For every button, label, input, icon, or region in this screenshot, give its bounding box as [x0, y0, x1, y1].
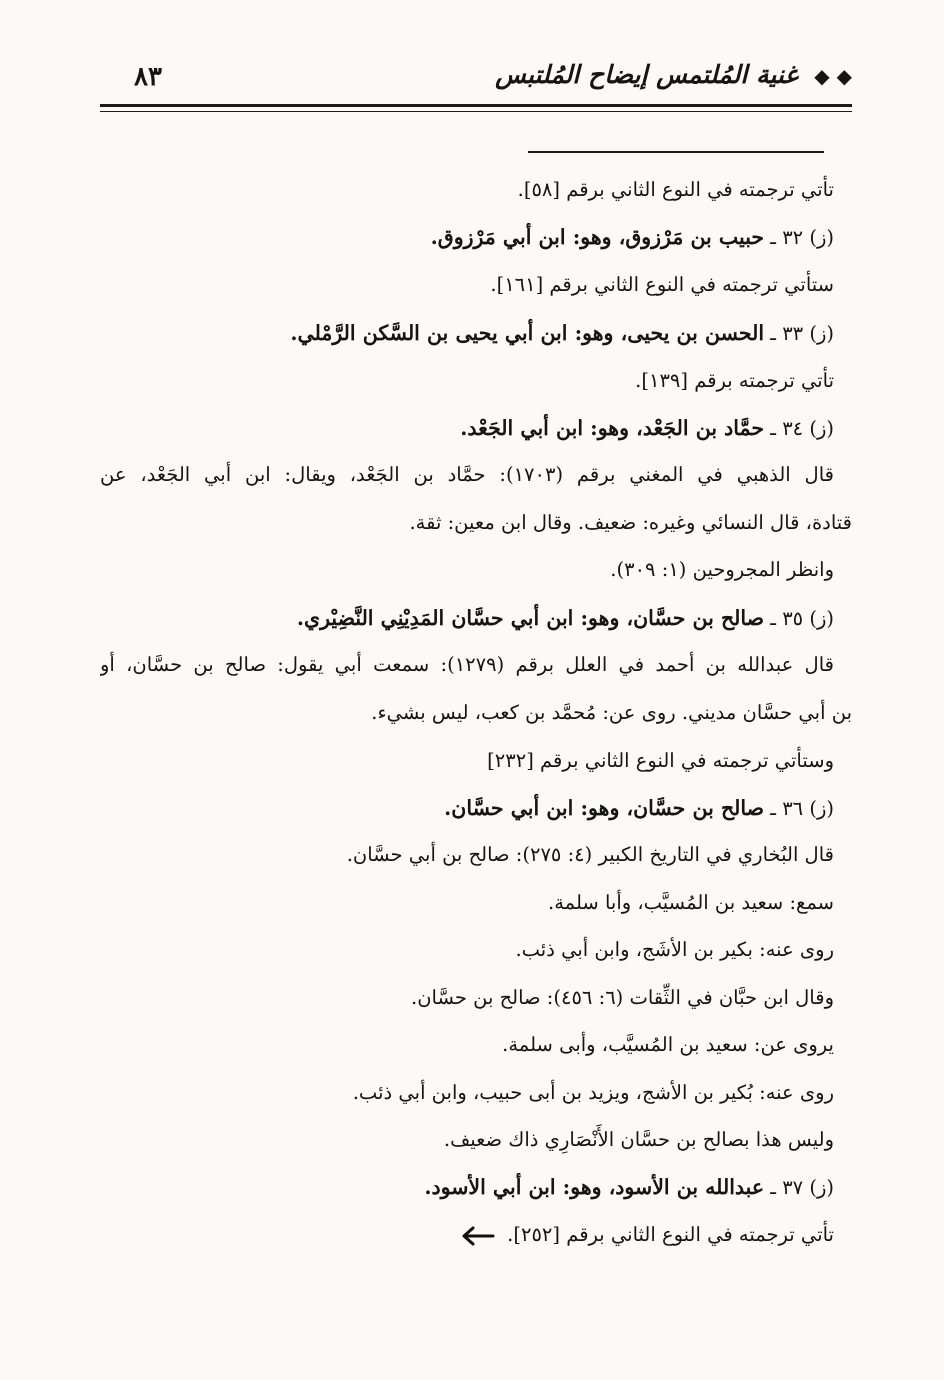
page-number: ٨٣	[134, 62, 162, 92]
running-head	[100, 58, 852, 98]
line-text: بن أبي حسَّان مديني. روى عن: مُحمَّد بن كعب، ليس بشيء.	[371, 701, 852, 724]
line-text: وليس هذا بصالح بن حسَّان الأَنْصَارِي ذاك ضعيف.	[443, 1128, 834, 1151]
line-text: ستأتي ترجمته في النوع الثاني برقم [١٦١].	[490, 273, 834, 296]
text-line	[100, 175, 834, 205]
entry-title: حمَّاد بن الجَعْد، وهو: ابن أبي الجَعْد.	[460, 416, 765, 440]
text-line	[100, 1125, 834, 1155]
book-title: غنية المُلتمس إيضاح المُلتبس	[495, 60, 798, 89]
left-arrow-icon	[461, 1226, 495, 1246]
text-line	[100, 1030, 834, 1060]
entry-number: (ز) ٣٥ ـ	[764, 607, 834, 630]
entry-title: حبيب بن مَرْزوق، وهو: ابن أبي مَرْزوق.	[430, 225, 765, 249]
entry-number: (ز) ٣٣ ـ	[764, 322, 834, 345]
header-rule-thick	[100, 104, 852, 107]
running-title	[495, 60, 852, 89]
line-text: وستأتي ترجمته في النوع الثاني برقم [٢٣٢]	[487, 749, 834, 772]
entry-number: (ز) ٣٢ ـ	[764, 226, 834, 249]
text-line	[100, 366, 834, 396]
diamond-icon: ◆ ◆	[814, 64, 852, 88]
entry-title: عبدالله بن الأسود، وهو: ابن أبي الأسود.	[424, 1175, 765, 1199]
entry-heading	[100, 318, 834, 349]
text-line	[100, 460, 834, 490]
text-line	[100, 746, 834, 776]
text-line	[100, 1078, 834, 1108]
separator-rule	[528, 151, 824, 153]
entry-title: صالح بن حسَّان، وهو: ابن أبي حسَّان.	[444, 796, 765, 820]
line-text: وانظر المجروحين (١: ٣٠٩).	[610, 558, 834, 581]
line-text: تأتي ترجمته برقم [١٣٩].	[635, 369, 834, 392]
entry-number: (ز) ٣٤ ـ	[764, 417, 834, 440]
line-text: وقال ابن حبَّان في الثِّقات (٦: ٤٥٦): صالح بن حسَّان.	[411, 986, 834, 1009]
entry-title: صالح بن حسَّان، وهو: ابن أبي حسَّان المَدِيْنِي النَّضِيْري.	[296, 606, 765, 630]
text-line	[100, 1220, 834, 1250]
entry-number: (ز) ٣٧ ـ	[764, 1176, 834, 1199]
text-line	[100, 650, 834, 680]
entry-heading	[100, 603, 834, 634]
line-text: سمع: سعيد بن المُسيَّب، وأبا سلمة.	[548, 891, 834, 914]
entry-heading	[100, 413, 834, 444]
text-line	[100, 508, 852, 538]
line-text: روى عنه: بُكير بن الأشج، ويزيد بن أبى حبيب، وابن أبي ذئب.	[352, 1081, 834, 1104]
line-text: قال عبدالله بن أحمد في العلل برقم (١٢٧٩): سمعت أبي يقول: صالح بن حسَّان، أو	[100, 653, 834, 676]
line-text: يروى عن: سعيد بن المُسيَّب، وأبى سلمة.	[502, 1033, 834, 1056]
text-line	[100, 983, 834, 1013]
line-text: روى عنه: بكير بن الأشَج، وابن أبي ذئب.	[515, 938, 834, 961]
text-line	[100, 935, 834, 965]
line-text: تأتي ترجمته في النوع الثاني برقم [٥٨].	[517, 178, 834, 201]
entry-heading	[100, 1172, 834, 1203]
text-line	[100, 555, 834, 585]
text-line	[100, 888, 834, 918]
line-text: قال الذهبي في المغني برقم (١٧٠٣): حمَّاد بن الجَعْد، ويقال: ابن أبي الجَعْد، عن	[100, 463, 834, 486]
entry-heading	[100, 793, 834, 824]
line-text: تأتي ترجمته في النوع الثاني برقم [٢٥٢].	[507, 1223, 834, 1246]
line-text: قال البُخاري في التاريخ الكبير (٤: ٢٧٥): صالح بن أبي حسَّان.	[346, 843, 834, 866]
text-line	[100, 270, 834, 300]
entry-heading	[100, 222, 834, 253]
header-rule-thin	[100, 111, 852, 112]
text-line	[100, 840, 834, 870]
text-line	[100, 698, 852, 728]
line-text: قتادة، قال النسائي وغيره: ضعيف. وقال ابن معين: ثقة.	[409, 511, 852, 534]
entry-number: (ز) ٣٦ ـ	[764, 797, 834, 820]
entry-title: الحسن بن يحيى، وهو: ابن أبي يحيى بن السَّكن الرَّمْلي.	[290, 321, 765, 345]
